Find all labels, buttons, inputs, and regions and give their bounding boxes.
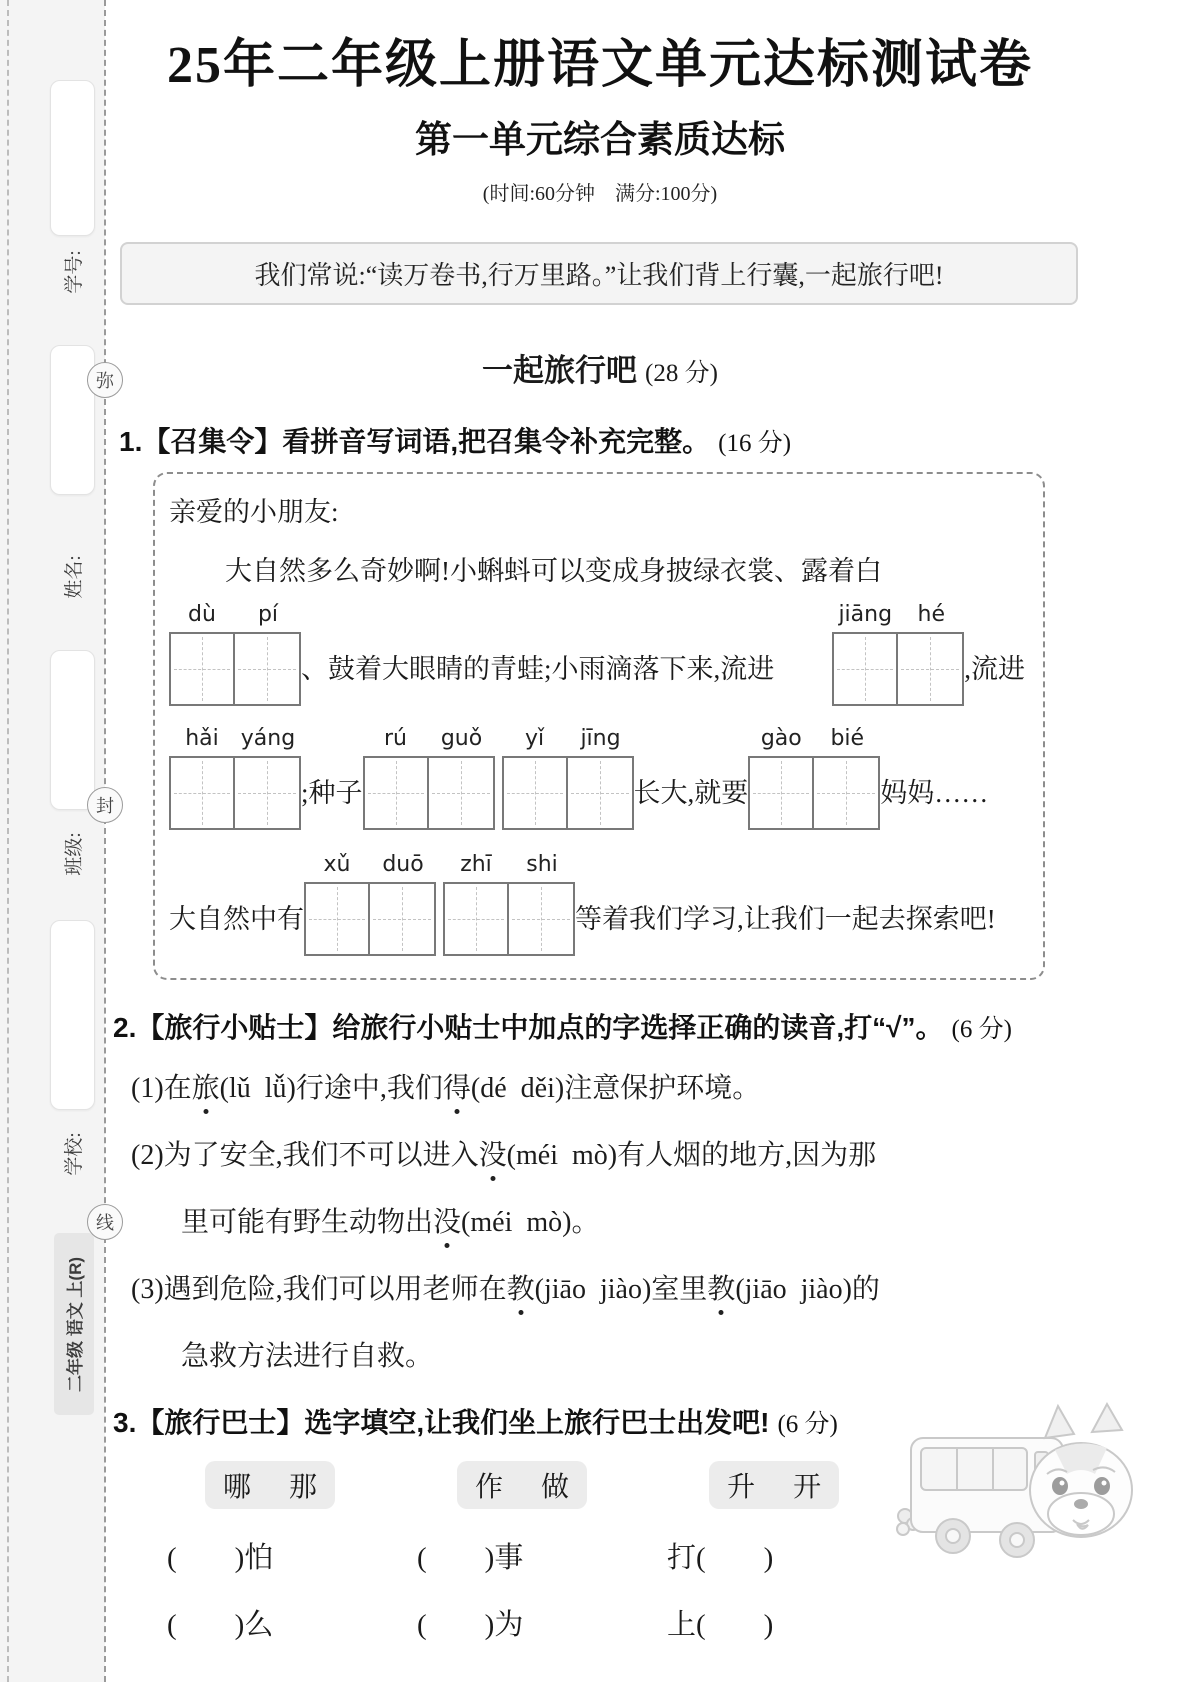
dotted-char: 没 [479,1133,507,1173]
text-segment: (3)遇到危险,我们可以用老师在 [131,1274,507,1305]
tian-grid [169,632,301,706]
pinyin-syllable: duō [382,852,424,877]
q2-number: 2. [113,1012,137,1043]
tian-grid [363,756,495,830]
letter-paragraph: 大自然多么奇妙啊!小蝌蚪可以变成身披绿衣裳、露着白 [225,556,882,586]
pinyin-label [443,852,575,882]
text-segment: 里可能有野生动物出 [181,1207,434,1238]
text-segment: (2)为了安全,我们不可以进入 [131,1140,479,1171]
q1-points: (16 分) [718,430,792,457]
grid-cell[interactable] [748,756,814,830]
q2-line-3b [105,1334,1095,1374]
exam-meta: (时间:60分钟 满分:100分) [482,183,718,205]
seal-char-mi: 弥 [87,362,123,398]
student-school-label: 学校: [63,1132,85,1176]
q2-tag: 【旅行小贴士】 [136,1012,333,1043]
option-char: 开 [793,1472,822,1503]
writing-grid-zhishi [443,852,575,956]
answer-slot[interactable]: ( )为 [417,1609,524,1641]
pinyin-syllable: jīng [580,726,621,751]
q2-line-2 [105,1133,1095,1173]
tian-grid [502,756,634,830]
pinyin-syllable: hé [917,602,945,627]
pinyin-syllable: guǒ [440,726,483,751]
q3-points: (6 分) [777,1411,838,1438]
section-points: (28 分) [645,360,718,387]
grid-cell[interactable] [235,632,301,706]
grid-cell[interactable] [898,632,964,706]
text-segment: (1)在 [131,1073,192,1104]
pinyin-label [832,602,964,632]
pinyin-syllable: hǎi [185,726,219,751]
fill-text: ;种子 [301,778,363,808]
text-segment: (jiāo jiào)的 [735,1274,880,1305]
text-segment: (lǔ lǚ)行途中,我们 [219,1073,443,1104]
writing-grid-dupi [169,602,301,706]
fill-text: 妈妈…… [880,778,989,808]
fill-text: 长大,就要 [633,778,749,808]
q1-prompt: 看拼音写词语,把召集令补充完整。 [282,426,711,457]
page-title: 25年二年级上册语文单元达标测试卷 [166,37,1033,94]
answer-slot[interactable]: ( )怕 [167,1542,274,1574]
fill-text: 等着我们学习,让我们一起去探索吧! [575,904,996,934]
q1-number: 1. [119,426,143,457]
word-pill-na [205,1461,335,1509]
text-segment: (méi mò)。 [461,1207,600,1238]
page-subtitle: 第一单元综合素质达标 [415,119,785,160]
text-segment: (méi mò)有人烟的地方,因为那 [506,1140,877,1171]
pinyin-label [748,726,880,756]
tian-grid [443,882,575,956]
student-class-box[interactable] [50,650,95,810]
pinyin-syllable: xǔ [323,852,351,877]
writing-grid-ruguo [363,726,495,830]
student-id-box[interactable] [50,80,95,236]
writing-grid-yijing [502,726,634,830]
fill-row-3 [169,852,1025,956]
pinyin-label [169,726,301,756]
pinyin-syllable: jiāng [838,602,893,627]
fill-text: 大自然中有 [169,904,304,934]
q3-tag: 【旅行巴士】 [136,1407,305,1438]
pinyin-syllable: shi [526,852,558,877]
tian-grid [748,756,880,830]
q2-items [105,1066,1095,1374]
grid-cell[interactable] [443,882,509,956]
dotted-char: 得 [443,1066,471,1106]
binding-sidebar [0,0,105,1682]
pinyin-syllable: dù [188,602,216,627]
writing-grid-haiyang [169,726,301,830]
q3-number: 3. [113,1407,137,1438]
text-segment: 急救方法进行自救。 [181,1341,434,1372]
grid-cell[interactable] [169,632,235,706]
option-char: 哪 [223,1472,252,1503]
tian-grid [832,632,964,706]
answer-slot[interactable]: 上( ) [667,1609,774,1641]
dotted-char: 旅 [192,1066,220,1106]
answer-slot[interactable]: ( )事 [417,1542,524,1574]
writing-grid-xuduo [304,852,436,956]
q3-prompt: 选字填空,让我们坐上旅行巴士出发吧! [304,1407,770,1438]
tian-grid [304,882,436,956]
word-pill-sheng [709,1461,839,1509]
pinyin-syllable: yǐ [524,726,545,751]
grid-cell[interactable] [169,756,235,830]
dotted-char: 没 [433,1200,461,1240]
grid-cell[interactable] [304,882,370,956]
pinyin-label [502,726,634,756]
binding-dashed-line [104,0,106,1682]
seal-char-feng: 封 [87,787,123,823]
grid-cell[interactable] [832,632,898,706]
q2-prompt: 给旅行小贴士中加点的字选择正确的读音,打“√”。 [332,1012,944,1043]
option-char: 做 [541,1472,570,1503]
grid-cell[interactable] [568,756,634,830]
q2-line-3 [105,1267,1095,1307]
student-name-label: 姓名: [63,555,85,599]
dotted-char: 教 [707,1267,735,1307]
pinyin-label [363,726,495,756]
student-school-box[interactable] [50,920,95,1110]
q1-tag: 【召集令】 [142,426,283,457]
pinyin-syllable: bié [830,726,865,751]
q2-header [113,1006,1095,1046]
fill-row-2 [169,726,1025,830]
grid-cell[interactable] [235,756,301,830]
fill-text: 、鼓着大眼睛的青蛙;小雨滴落下来,流进 [301,654,775,684]
pinyin-syllable: zhī [460,852,492,877]
grid-cell[interactable] [429,756,495,830]
pinyin-label [169,602,301,632]
section-heading [105,345,1095,390]
letter-salutation: 亲爱的小朋友: [169,497,339,527]
q1-header [119,420,1095,460]
bus-illustration [893,1396,1137,1572]
grid-cell[interactable] [509,882,575,956]
grid-cell[interactable] [363,756,429,830]
trim-dashed-line [7,0,9,1682]
fill-row-1 [169,602,1025,706]
word-pill-zuo [457,1461,587,1509]
pinyin-syllable: yáng [240,726,296,751]
text-segment: (dé děi)注意保护环境。 [470,1073,761,1104]
edition-badge: 二年级 语文 上(R) [54,1233,94,1415]
student-id-label: 学号: [63,250,85,294]
option-char: 作 [475,1472,504,1503]
text-segment: (jiāo jiào)室里 [534,1274,708,1305]
q2-line-2b [105,1200,1095,1240]
section-title: 一起旅行吧 [482,353,638,388]
q3-answer-row-2 [105,1602,1095,1643]
option-char: 升 [727,1472,756,1503]
q2-line-1 [105,1066,1095,1106]
student-class-label: 班级: [63,832,85,876]
tian-grid [169,756,301,830]
pinyin-syllable: gào [760,726,802,751]
grid-cell[interactable] [814,756,880,830]
writing-grid-gaobie [748,726,880,830]
intro-box: 我们常说:“读万卷书,行万里路。”让我们背上行囊,一起旅行吧! [120,242,1078,305]
answer-slot[interactable]: ( )么 [167,1609,274,1641]
option-char: 那 [289,1472,318,1503]
pinyin-label [304,852,436,882]
grid-cell[interactable] [370,882,436,956]
dotted-char: 教 [507,1267,535,1307]
q2-points: (6 分) [951,1016,1012,1043]
student-name-box[interactable] [50,345,95,495]
pinyin-syllable: pí [257,602,279,627]
pinyin-syllable: rú [384,726,408,751]
writing-grid-jianghe [832,602,964,706]
q1-letter-box [153,472,1045,980]
answer-slot[interactable]: 打( ) [667,1542,774,1574]
fill-text: ,流进 [964,654,1025,684]
grid-cell[interactable] [502,756,568,830]
seal-char-xian: 线 [87,1204,123,1240]
